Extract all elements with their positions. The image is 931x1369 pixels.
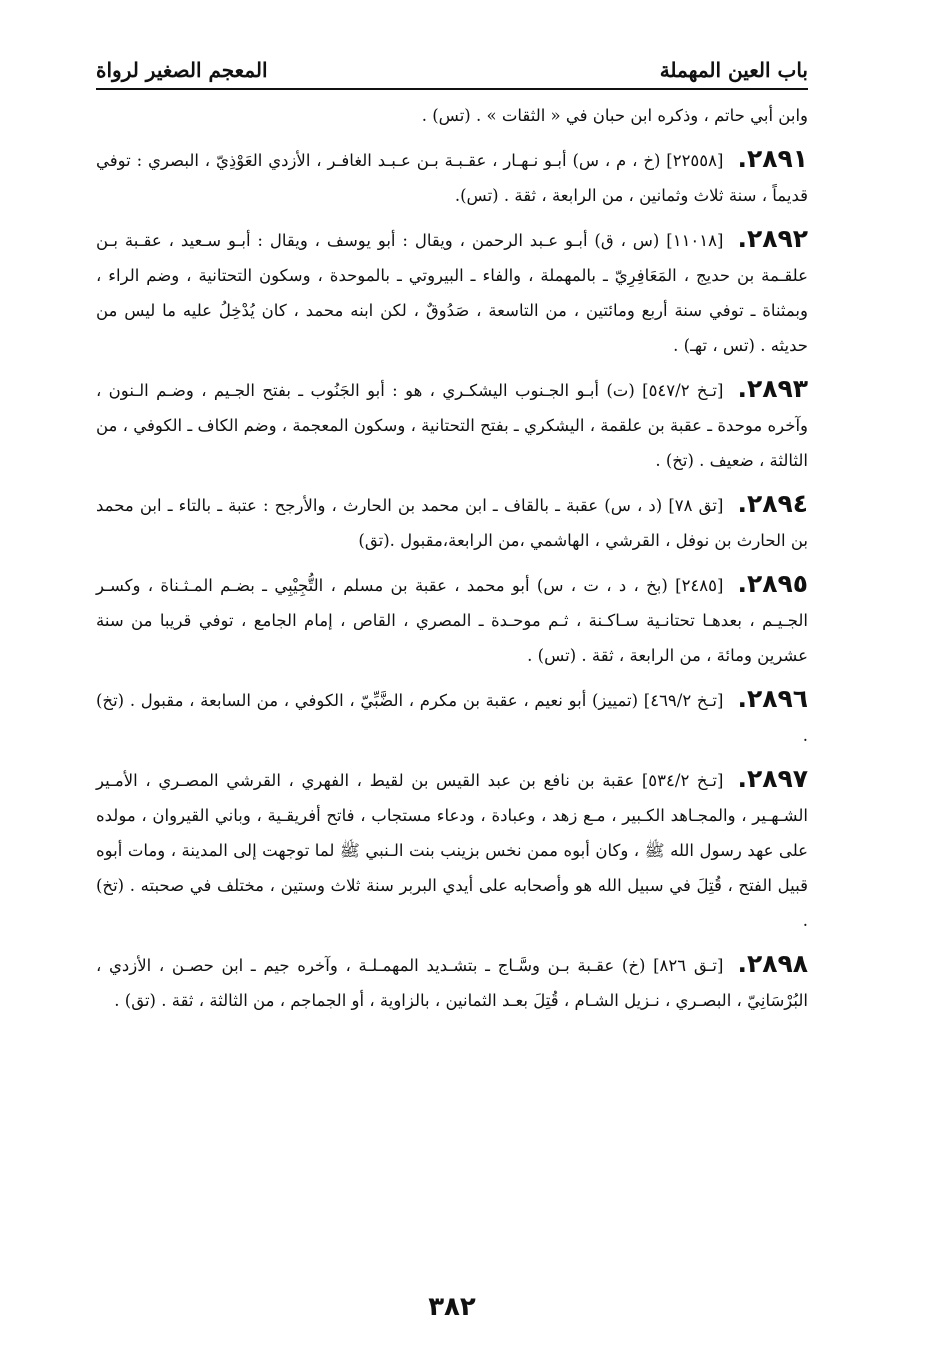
book-page — [96, 40, 808, 1340]
entry-number: ٢٨٩٤. — [737, 489, 808, 518]
page-number: ٣٨٢ — [428, 1292, 476, 1322]
header-book-title: المعجم الصغير لرواة — [96, 58, 268, 82]
entry-text: [تـخ ٤٦٩/٢] (تمييز) أبو نعيم ، عقبة بن مكرم ، الضَّبِّيّ ، الكوفي ، من السابعة ، مقبول . (تخ) . — [96, 691, 808, 745]
page-body — [96, 98, 808, 1018]
header-chapter-title: باب العين المهملة — [659, 58, 808, 82]
entry-2891 — [96, 141, 808, 213]
entry-number: ٢٨٩٦. — [737, 684, 808, 713]
entry-2897 — [96, 761, 808, 938]
entry-text: [تـق ٨٢٦] (خ) عقـبة بـن وسَّـاج ـ بتشـديد المهمـلـة ، وآخره جيم ـ ابن حصـن ، الأزدي ، البُرْسَانِيّ ، البصـري ، نـزيل الشـام ، قُتِلَ بعـد الثمانين ، بالزاوية ، أو الجماجم ، من الثالثة ، ثقة . (تق) . — [96, 956, 808, 1010]
entry-number: ٢٨٩٧. — [737, 764, 808, 793]
entry-2895 — [96, 566, 808, 673]
entry-text: [٢٢٥٥٨] (خ ، م ، س) أبـو نـهـار ، عقـبـة بـن عـبـد الغافـر ، الأزدي العَوْذِيّ ، البصري : توفي قديماً ، سنة ثلاث وثمانين ، من الرابعة ، ثقة . (تس). — [96, 151, 808, 205]
entry-text: [١١٠١٨] (س ، ق) أبـو عـبد الرحمن ، ويقال : أبو يوسف ، ويقال : أبـو سـعيد ، عقـبة بـن علقـمة بن حديج ، المَعَافِرِيّ ـ بالمهملة ، والفاء ـ البيروتي ـ بالموحدة ، وسكون التحتانية ، وضم الراء ، وبمثناة ـ توفي سنة أربع ومائتين ، من التاسعة ، صَدُوقٌ ، لكن ابنه محمد ، كان يُدْخِلُ عليه ما ليس من حديثه . (تس ، تهـ) . — [96, 231, 808, 355]
entry-number: ٢٨٩٢. — [737, 224, 808, 253]
header-divider — [96, 88, 808, 90]
entry-number: ٢٨٩٥. — [737, 569, 808, 598]
continuation-paragraph: وابن أبي حاتم ، وذكره ابن حبان في « الثقات » . (تس) . — [421, 106, 808, 125]
entry-text: [تـخ ٥٣٤/٢] عقبة بن نافع بن عبد القيس بن لقيط ، الفهري ، القرشي المصـري ، الأمـير الشـهـير ، والمجـاهد الكـبير ، مـع زهد ، وعبادة ، ودعاء مستجاب ، فاتح أفريقـية ، وباني القيروان ، مولده على عهد رسول الله ﷺ ، وكان أبوه ممن نخس بزينب بنت الـنبي ﷺ لما توجهت إلى المدينة ، ومات أبوه قبيل الفتح ، قُتِلَ في سبيل الله هو وأصحابه على أيدي البربر سنة ثلاث وستين ، مختلف في صحبته . (تخ) . — [96, 771, 808, 930]
entry-number: ٢٨٩٣. — [737, 374, 808, 403]
running-header — [96, 40, 808, 82]
entry-text: [تق ٧٨] (د ، س) عقبة ـ بالقاف ـ ابن محمد بن الحارث ، والأرجح : عتبة ـ بالتاء ـ ابن محمد بن الحارث بن نوفل ، القرشي ، الهاشمي ،من الرابعة،مقبول .(تق) — [96, 496, 808, 550]
entry-number: ٢٨٩١. — [737, 144, 808, 173]
entry-text: [تـخ ٥٤٧/٢] (ت) أبـو الجـنوب اليشكـري ، هو : أبو الجَنُوب ـ بفتح الجـيم ، وضـم الـنون ، وآخره موحدة ـ عقبة بن علقمة ، اليشكري ـ بفتح التحتانية ، وسكون المعجمة ، وضم الكاف ـ الكوفي ، من الثالثة ، ضعيف . (تخ) . — [96, 381, 808, 470]
entry-number: ٢٨٩٨. — [737, 949, 808, 978]
entry-2894 — [96, 486, 808, 558]
entry-2893 — [96, 371, 808, 478]
entry-2892 — [96, 221, 808, 363]
entry-2898 — [96, 946, 808, 1018]
entry-text: [٢٤٨٥] (بخ ، د ، ت ، س) أبو محمد ، عقبة بن مسلم ، التُّجِيْبِي ـ بضـم المـثـناة ، وكسـر الجـيـم ، بعدهـا تحتانـية سـاكـنة ، ثـم موحـدة ـ المصري ، القاص ، إمام الجامع ، توفي قريبا من سنة عشرين ومائة ، من الرابعة ، ثقة . (تس) . — [96, 576, 808, 665]
entry-2896 — [96, 681, 808, 753]
